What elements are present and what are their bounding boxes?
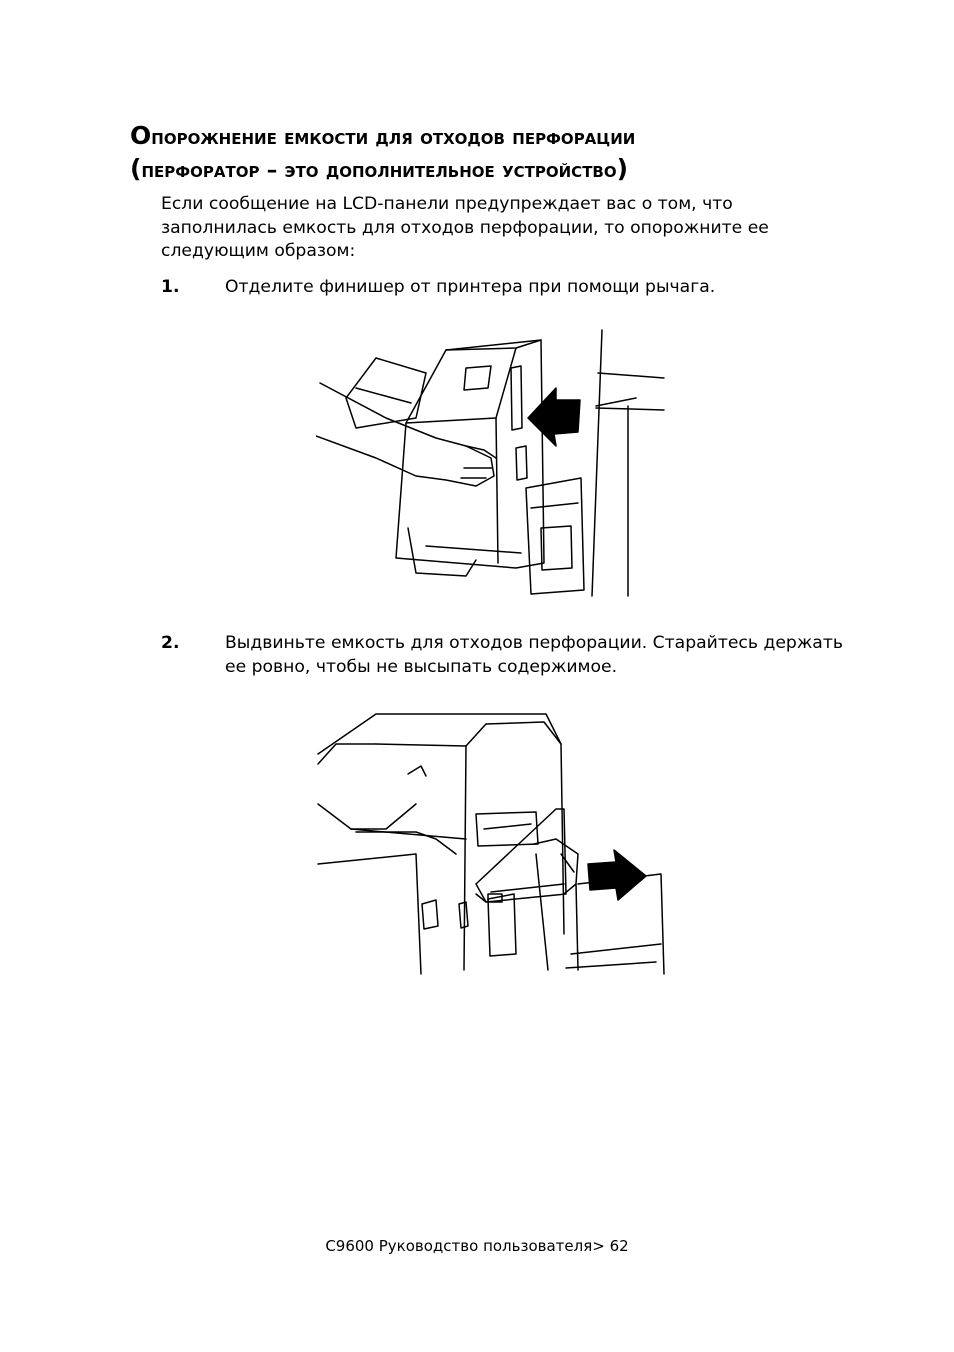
heading-line2: перфоратор – это дополнительное устройство: [141, 158, 617, 182]
heading-close-paren: ): [616, 154, 629, 183]
step-number: 2.: [161, 633, 180, 653]
heading-line1: порожнение емкости для отходов перфорации: [151, 125, 636, 149]
section-heading: [130, 120, 850, 186]
finisher-separation-illustration: [316, 328, 666, 598]
intro-paragraph: Если сообщение на LCD-панели предупреждает вас о том, что заполнилась емкость для отходов перфорации, то опорожните ее следующим образом:: [161, 194, 769, 261]
page-footer: C9600 Руководство пользователя> 62: [325, 1237, 629, 1255]
step-text: Отделите финишер от принтера при помощи рычага.: [225, 277, 716, 297]
step-number: 1.: [161, 277, 180, 297]
step-text: Выдвиньте емкость для отходов перфорации. Старайтесь держать ее ровно, чтобы не высыпать содержимое.: [225, 633, 843, 677]
punch-waste-removal-illustration: [316, 704, 676, 976]
heading-initial: О: [130, 121, 152, 150]
heading-open-paren: (: [130, 154, 142, 183]
